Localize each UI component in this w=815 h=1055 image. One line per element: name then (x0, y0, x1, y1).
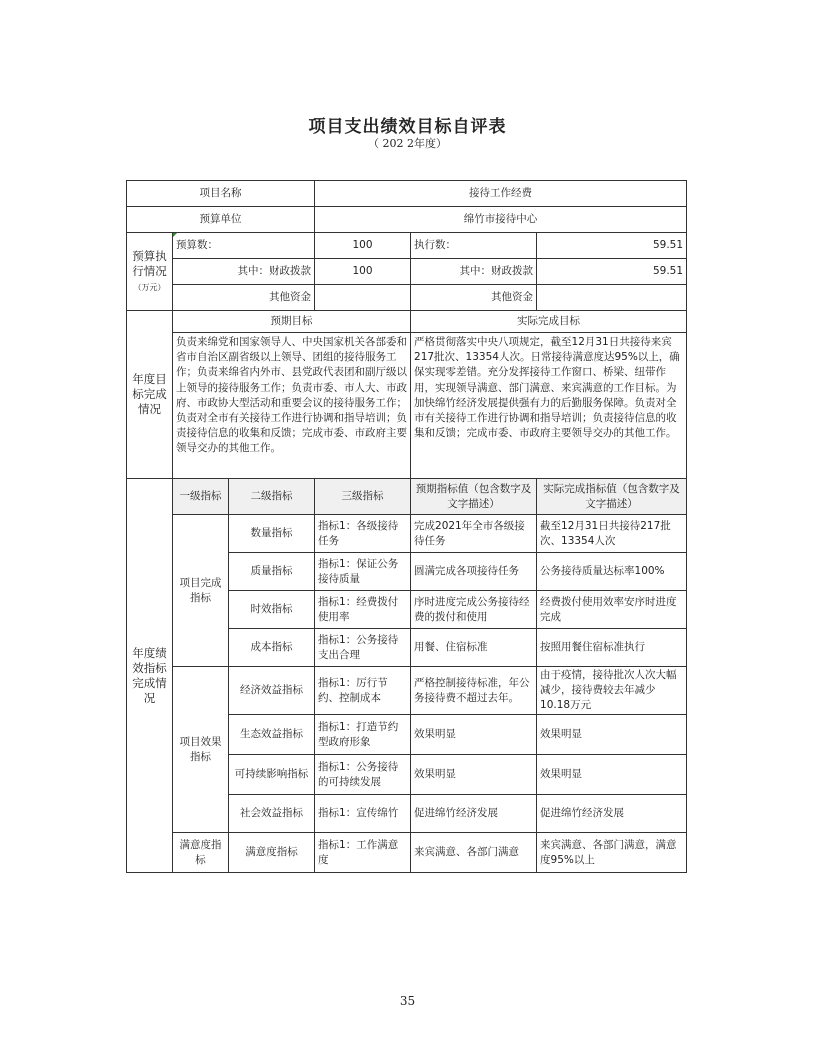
actual-value-cell: 公务接待质量达标率100% (537, 553, 687, 591)
fiscal-exec-label: 其中：财政拨款 (411, 259, 537, 285)
exec-value: 59.51 (537, 233, 687, 259)
budget-unit-value: 绵竹市接待中心 (315, 207, 687, 233)
budget-row (127, 233, 687, 259)
fiscal-row (127, 259, 687, 285)
table-row (127, 515, 687, 553)
expected-value-cell: 完成2021年全市各级接待任务 (411, 515, 537, 553)
project-name-label: 项目名称 (127, 181, 315, 207)
expected-value-header: 预期指标值（包含数字及文字描述） (411, 479, 537, 515)
indicators-side-label: 年度绩效指标完成情况 (127, 479, 173, 873)
expected-goal-text: 负责来绵党和国家领导人、中央国家机关各部委和省市自治区副省级以上领导、团组的接待服务工作；负责来绵省内外市、县党政代表团和副厅级以上领导的接待服务工作；负责市委、市人大、市政府、市政协大型活动和重要会议的接待服务工作；负责对全市有关接待工作进行协调和指导培训；负责接待信息的收集和反馈；完成市委、市政府主要领导交办的其他工作。 (173, 333, 411, 479)
level2-cell: 质量指标 (229, 553, 315, 591)
level1-header: 一级指标 (173, 479, 229, 515)
level3-cell: 指标1：各级接待任务 (315, 515, 411, 553)
fiscal-label: 其中：财政拨款 (173, 259, 315, 285)
page-subtitle: （ 202 2年度） (368, 137, 447, 150)
goals-header-row (127, 311, 687, 333)
expected-value-cell: 圆满完成各项接待任务 (411, 553, 537, 591)
budget-side-unit: （万元） (133, 282, 166, 292)
actual-value-header: 实际完成指标值（包含数字及文字描述） (537, 479, 687, 515)
level1-cell: 满意度指标 (173, 833, 229, 873)
actual-value-cell: 按照用餐住宿标准执行 (537, 629, 687, 667)
actual-value-cell: 截至12月31日共接待217批次、13354人次 (537, 515, 687, 553)
level2-cell: 经济效益指标 (229, 667, 315, 715)
expected-goal-header: 预期目标 (173, 311, 411, 333)
project-name-row (127, 181, 687, 207)
level1-cell: 项目完成指标 (173, 515, 229, 667)
actual-value-cell: 效果明显 (537, 715, 687, 755)
level2-cell: 可持续影响指标 (229, 755, 315, 795)
fiscal-budget-value: 100 (315, 259, 411, 285)
other-funds-row (127, 285, 687, 311)
budget-value: 100 (315, 233, 411, 259)
expected-value-cell: 来宾满意、各部门满意 (411, 833, 537, 873)
level3-cell: 指标1：经费拨付使用率 (315, 591, 411, 629)
actual-value-cell: 促进绵竹经济发展 (537, 795, 687, 833)
actual-goal-text: 严格贯彻落实中央八项规定，截至12月31日共接待来宾217批次、13354人次。日常接待满意度达95%以上，确保实现零差错。充分发挥接待工作窗口、桥梁、纽带作用，实现领导满意、部门满意、来宾满意的工作目标。为加快绵竹经济发展提供强有力的后勤服务保障。负责对全市有关接待工作进行协调和指导培训；负责接待信息的收集和反馈；完成市委、市政府主要领导交办的其他工作。 (411, 333, 687, 479)
actual-goal-header: 实际完成目标 (411, 311, 687, 333)
level2-cell: 生态效益指标 (229, 715, 315, 755)
budget-side-text: 预算执行情况 (132, 248, 167, 278)
budget-unit-row (127, 207, 687, 233)
expected-value-cell: 效果明显 (411, 755, 537, 795)
level3-cell: 指标1：打造节约型政府形象 (315, 715, 411, 755)
level3-cell: 指标1：厉行节约、控制成本 (315, 667, 411, 715)
indicator-header-row (127, 479, 687, 515)
budget-side-label (127, 233, 173, 311)
budget-label: 预算数： (173, 233, 315, 259)
fiscal-exec-value: 59.51 (537, 259, 687, 285)
level2-cell: 成本指标 (229, 629, 315, 667)
other-funds-budget (315, 285, 411, 311)
level2-header: 二级指标 (229, 479, 315, 515)
performance-table (126, 180, 687, 873)
level3-cell: 指标1：保证公务接待质量 (315, 553, 411, 591)
level3-cell: 指标1：宣传绵竹 (315, 795, 411, 833)
page-number: 35 (399, 994, 416, 1008)
level3-header: 三级指标 (315, 479, 411, 515)
other-funds-exec (537, 285, 687, 311)
actual-value-cell: 经费拨付使用效率安序时进度完成 (537, 591, 687, 629)
goals-text-row (127, 333, 687, 479)
level2-cell: 社会效益指标 (229, 795, 315, 833)
expected-value-cell: 严格控制接待标准，年公务接待费不超过去年。 (411, 667, 537, 715)
project-name-value: 接待工作经费 (315, 181, 687, 207)
other-funds-exec-label: 其他资金 (411, 285, 537, 311)
actual-value-cell: 来宾满意、各部门满意，满意度95%以上 (537, 833, 687, 873)
level3-cell: 指标1：工作满意度 (315, 833, 411, 873)
level2-cell: 时效指标 (229, 591, 315, 629)
level2-cell: 数量指标 (229, 515, 315, 553)
exec-label: 执行数： (411, 233, 537, 259)
table-row (127, 667, 687, 715)
actual-value-cell: 效果明显 (537, 755, 687, 795)
level1-cell: 项目效果指标 (173, 667, 229, 833)
level2-cell: 满意度指标 (229, 833, 315, 873)
budget-unit-label: 预算单位 (127, 207, 315, 233)
page-title: 项目支出绩效目标自评表 (308, 117, 507, 137)
actual-value-cell: 由于疫情，接待批次人次大幅减少，接待费较去年减少10.18万元 (537, 667, 687, 715)
expected-value-cell: 序时进度完成公务接待经费的拨付和使用 (411, 591, 537, 629)
expected-value-cell: 促进绵竹经济发展 (411, 795, 537, 833)
goals-side-label: 年度目标完成情况 (127, 311, 173, 479)
level3-cell: 指标1：公务接待支出合理 (315, 629, 411, 667)
other-funds-label: 其他资金 (173, 285, 315, 311)
expected-value-cell: 用餐、住宿标准 (411, 629, 537, 667)
expected-value-cell: 效果明显 (411, 715, 537, 755)
table-row (127, 833, 687, 873)
level3-cell: 指标1：公务接待的可持续发展 (315, 755, 411, 795)
